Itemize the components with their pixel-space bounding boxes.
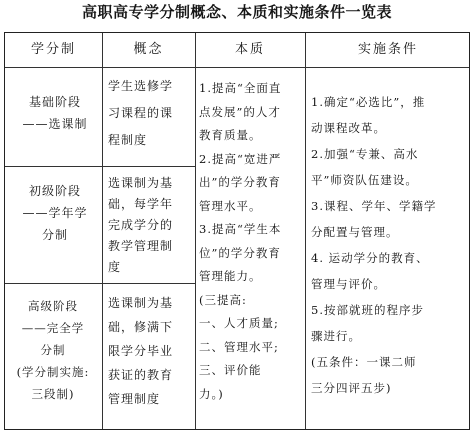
concept-elementary: 选课制为基 础，每学年 完成学分的 教学管理制 度	[108, 176, 174, 274]
stage-advanced: 高级阶段 ——完全学 分制 (学分制实施: 三段制)	[16, 299, 90, 401]
header-essence: 本质	[234, 42, 265, 57]
concept-basic: 学生选修学 习课程的课 程制度	[108, 79, 174, 147]
header-conditions: 实施条件	[357, 42, 418, 57]
row-divider	[5, 166, 195, 167]
summary-table	[4, 32, 470, 430]
row-divider	[5, 283, 195, 284]
essence-text: 1.提高“全面直 点发展”的人才 教育质量。 2.提高“宽进严 出”的学分教育 管理水平。 3.提高“学生本 位”的学分教育 管理能力。 (三提高: 一、人才质量; 二、管理水平; 三、评价能 力。)	[199, 81, 282, 401]
column-divider	[102, 33, 103, 429]
conditions-text: 1.确定“必选比”，推 动课程改革。 2.加强“专兼、高水 平”师资队伍建设。 3.课程、学年、学籍学 分配置与管理。 4. 运动学分的教育、 管理与评价。 5.按部就班的程序步 骤进行。 (五条件：一课二师 三分四评五步)	[311, 95, 437, 395]
header-concept: 概念	[133, 42, 164, 57]
stage-elementary: 初级阶段 ——学年学 分制	[22, 184, 88, 242]
column-divider	[305, 33, 306, 429]
page-title: 高职高专学分制概念、本质和实施条件一览表	[81, 3, 392, 21]
column-divider	[195, 33, 196, 429]
header-credit-system: 学分制	[30, 42, 76, 57]
header-divider	[5, 67, 469, 68]
stage-basic: 基础阶段 ——选课制	[22, 95, 88, 131]
concept-advanced: 选课制为基 础，修满下 限学分毕业 获证的教育 管理制度	[108, 296, 174, 406]
